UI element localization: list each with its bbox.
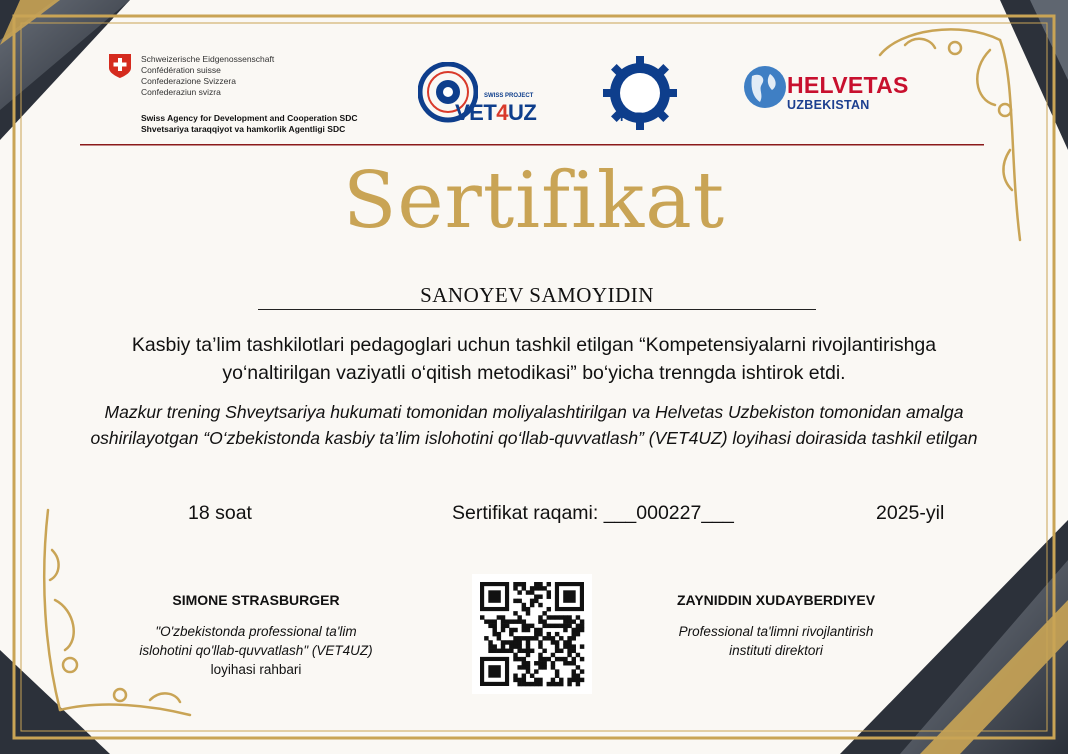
certificate-number-label: Sertifikat raqami: [452, 502, 604, 524]
helvetas-logo-text: HELVETAS [787, 72, 909, 98]
left-role-line: loyihasi rahbari [210, 662, 302, 677]
ptri-logo-text: PTRI [620, 110, 648, 124]
globe-icon [742, 64, 788, 110]
right-role-line: Professional ta'limni rivojlantirish [678, 624, 874, 639]
sdc-line: Confederazione Svizzera [141, 76, 236, 86]
qr-code[interactable] [472, 574, 592, 694]
recipient-underline [258, 309, 816, 310]
sdc-agency-uz: Shvetsariya taraqqiyot va hamkorlik Agentligi SDC [141, 124, 346, 134]
training-hours: 18 soat [188, 502, 252, 524]
right-signatory-role [626, 622, 926, 660]
left-signatory-role [106, 622, 406, 679]
helvetas-logo-sub: UZBEKISTAN [787, 98, 870, 112]
sdc-logo-text [141, 54, 357, 135]
vet4uz-four: 4 [496, 100, 509, 125]
sdc-line: Schweizerische Eidgenossenschaft [141, 54, 275, 64]
body-paragraph-main: Kasbiy ta’lim tashkilotlari pedagoglari uchun tashkil etilgan “Kompetensiyalarni rivojlantirishga yo‘naltirilgan vaziyatli o‘qitish metodikasi” bo‘yicha trenngda ishtirok etdi. [131, 334, 937, 384]
certificate-title: Sertifikat [342, 156, 726, 246]
right-signatory-name: ZAYNIDDIN XUDAYBERDIYEV [676, 592, 876, 608]
left-signatory-name: SIMONE STRASBURGER [172, 592, 340, 608]
certificate-year: 2025-yil [876, 502, 945, 524]
right-role-line: instituti direktori [729, 643, 823, 658]
sdc-line: Confédération suisse [141, 65, 221, 75]
sdc-line: Confederaziun svizra [141, 87, 221, 97]
swiss-flag-icon [108, 53, 132, 79]
certificate-number-row [452, 502, 734, 525]
recipient-name: SANOYEV SAMOYIDIN [420, 283, 654, 307]
certificate-number: ___000227___ [603, 502, 734, 524]
vet4uz-vet: VET [455, 100, 497, 125]
body-paragraph-note: Mazkur trening Shveytsariya hukumati tomonidan moliyalashtirilgan va Helvetas Uzbekiston tomonidan amalga oshirilayotgan “O‘zbekistonda kasbiy ta’lim islohotini qo‘llab-quvvatlash” (VET4UZ) loyihasi doirasida tashkil etilgan [90, 402, 978, 448]
vet4uz-uz: UZ [508, 100, 537, 125]
left-role-line: "O'zbekistonda professional ta'lim [155, 624, 357, 639]
sdc-agency-en: Swiss Agency for Development and Cooperation SDC [141, 113, 358, 123]
left-role-line: islohotini qo'llab-quvvatlash" (VET4UZ) [139, 643, 373, 658]
vet4uz-swiss-project: SWISS PROJECT [484, 93, 534, 99]
qr-code-icon [472, 574, 592, 694]
vet4uz-logo-text [455, 100, 536, 126]
